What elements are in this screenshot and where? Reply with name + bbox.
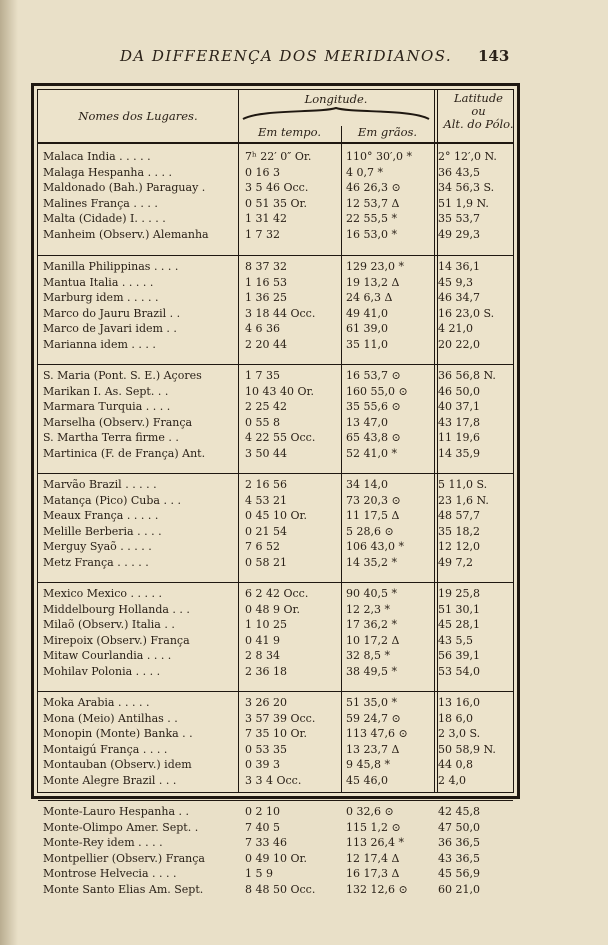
- running-title: DA DIFFERENÇA DOS MERIDIANOS.: [120, 47, 453, 65]
- longitude-time-cell: 7 35 10 Or.: [245, 727, 308, 740]
- longitude-degrees-cell: 110° 30′,0 *: [346, 150, 412, 163]
- place-name-cell: S. Martha Terra firme . .: [43, 431, 179, 444]
- longitude-time-cell: 0 41 9: [245, 633, 280, 647]
- longitude-time-cell: 1 16 53: [245, 275, 287, 289]
- header-time: Em tempo.: [257, 125, 322, 139]
- longitude-degrees-cell: 12 17,4 Δ: [346, 851, 400, 865]
- longitude-degrees-cell: 14 35,2 *: [346, 555, 397, 569]
- latitude-cell: 45 28,1: [438, 618, 480, 631]
- longitude-time-cell: 2 25 42: [245, 400, 287, 413]
- longitude-degrees-cell: 22 55,5 *: [346, 212, 397, 225]
- latitude-cell: 4 21,0: [438, 322, 473, 335]
- row-group: [38, 255, 513, 355]
- longitude-degrees-cell: 129 23,0 *: [346, 260, 404, 273]
- longitude-time-cell: 0 53 35: [245, 742, 287, 756]
- table-row: [38, 430, 513, 446]
- latitude-cell: 13 16,0: [438, 696, 480, 709]
- longitude-degrees-cell: 115 1,2 ⊙: [346, 820, 401, 834]
- table-body: [38, 144, 513, 896]
- longitude-degrees-cell: 19 13,2 Δ: [346, 275, 400, 289]
- table-row: [38, 384, 513, 400]
- longitude-degrees-cell: 46 26,3 ⊙: [346, 181, 401, 194]
- latitude-cell: 43 5,5: [438, 633, 473, 647]
- latitude-cell: 11 19,6: [438, 431, 480, 444]
- latitude-cell: 50 58,9 N.: [438, 742, 496, 756]
- latitude-cell: 40 37,1: [438, 400, 480, 413]
- latitude-cell: 16 23,0 S.: [438, 306, 495, 320]
- latitude-cell: 23 1,6 N.: [438, 493, 489, 507]
- latitude-cell: 14 35,9: [438, 446, 480, 460]
- latitude-cell: 51 30,1: [438, 602, 480, 616]
- place-name-cell: Metz França . . . . .: [43, 555, 149, 569]
- place-name-cell: Mirepoix (Observ.) França: [43, 633, 190, 647]
- longitude-degrees-cell: 45 46,0: [346, 773, 388, 787]
- longitude-degrees-cell: 24 6,3 Δ: [346, 291, 393, 304]
- place-name-cell: Matança (Pico) Cuba . . .: [43, 493, 181, 507]
- place-name-cell: Merguy Syaõ . . . . .: [43, 540, 152, 553]
- latitude-cell: 14 36,1: [438, 260, 480, 273]
- table-row: [38, 477, 513, 493]
- longitude-degrees-cell: 17 36,2 *: [346, 618, 397, 631]
- longitude-time-cell: 4 6 36: [245, 322, 280, 335]
- longitude-time-cell: 1 5 9: [245, 867, 273, 880]
- place-name-cell: Mohilav Polonia . . . .: [43, 664, 161, 678]
- table-row: [38, 742, 513, 758]
- longitude-time-cell: 0 2 10: [245, 805, 280, 818]
- place-name-cell: Marvão Brazil . . . . .: [43, 478, 157, 491]
- table-row: [38, 180, 513, 196]
- table-header: [38, 90, 513, 144]
- header-longitude: Longitude.: [304, 92, 368, 106]
- longitude-time-cell: 3 26 20: [245, 696, 287, 709]
- table-row: [38, 196, 513, 212]
- longitude-time-cell: 7 33 46: [245, 836, 287, 849]
- table-row: [38, 321, 513, 337]
- latitude-cell: 45 9,3: [438, 275, 473, 289]
- place-name-cell: Middelbourg Hollanda . . .: [43, 602, 190, 616]
- place-name-cell: Mona (Meio) Antilhas . .: [43, 711, 178, 725]
- longitude-time-cell: 2 36 18: [245, 664, 287, 678]
- table-row: [38, 508, 513, 524]
- table-row: [38, 757, 513, 773]
- longitude-degrees-cell: 4 0,7 *: [346, 165, 383, 179]
- longitude-degrees-cell: 132 12,6 ⊙: [346, 882, 408, 896]
- longitude-time-cell: 7 40 5: [245, 820, 280, 834]
- longitude-degrees-cell: 5 28,6 ⊙: [346, 524, 394, 538]
- longitude-time-cell: 1 10 25: [245, 618, 287, 631]
- table-row: [38, 695, 513, 711]
- latitude-cell: 60 21,0: [438, 882, 480, 896]
- longitude-degrees-cell: 61 39,0: [346, 322, 388, 335]
- latitude-cell: 46 34,7: [438, 291, 480, 304]
- latitude-cell: 2° 12′,0 N.: [438, 150, 497, 163]
- longitude-degrees-cell: 13 47,0: [346, 415, 388, 429]
- place-name-cell: Montpellier (Observ.) França: [43, 851, 205, 865]
- latitude-cell: 43 36,5: [438, 851, 480, 865]
- longitude-degrees-cell: 38 49,5 *: [346, 664, 397, 678]
- latitude-cell: 12 12,0: [438, 540, 480, 553]
- longitude-degrees-cell: 0 32,6 ⊙: [346, 805, 394, 818]
- place-name-cell: Monopin (Monte) Banka . .: [43, 727, 193, 740]
- table-row: [38, 586, 513, 602]
- place-name-cell: Manheim (Observ.) Alemanha: [43, 227, 209, 241]
- table-row: [38, 227, 513, 243]
- table-row: [38, 820, 513, 836]
- longitude-degrees-cell: 52 41,0 *: [346, 446, 397, 460]
- latitude-cell: 51 1,9 N.: [438, 196, 489, 210]
- header-degrees: Em grãos.: [357, 125, 418, 139]
- longitude-time-cell: 3 18 44 Occ.: [245, 306, 316, 320]
- page-number: 143: [478, 47, 510, 65]
- table-row: [38, 835, 513, 851]
- longitude-degrees-cell: 32 8,5 *: [346, 649, 390, 662]
- table-row: [38, 648, 513, 664]
- place-name-cell: Maldonado (Bah.) Paraguay .: [43, 181, 206, 194]
- longitude-degrees-cell: 13 23,7 Δ: [346, 742, 400, 756]
- latitude-cell: 46 50,0: [438, 384, 480, 398]
- table-row: [38, 555, 513, 571]
- latitude-cell: 35 18,2: [438, 524, 480, 538]
- meridian-table: [31, 83, 520, 896]
- row-group: [38, 473, 513, 573]
- table-row: [38, 524, 513, 540]
- latitude-cell: 35 53,7: [438, 212, 480, 225]
- longitude-time-cell: 1 7 32: [245, 227, 280, 241]
- latitude-cell: 44 0,8: [438, 758, 473, 771]
- table-row: [38, 149, 513, 165]
- longitude-degrees-cell: 34 14,0: [346, 478, 388, 491]
- header-latitude-1: Latitude: [454, 91, 503, 105]
- place-name-cell: Monte-Lauro Hespanha . .: [43, 805, 190, 818]
- table-row: [38, 446, 513, 462]
- table-row: [38, 211, 513, 227]
- place-name-cell: Mantua Italia . . . . .: [43, 275, 154, 289]
- longitude-time-cell: 7 6 52: [245, 540, 280, 553]
- latitude-cell: 36 56,8 N.: [438, 369, 496, 382]
- longitude-time-cell: 0 45 10 Or.: [245, 509, 308, 522]
- table-row: [38, 882, 513, 898]
- latitude-cell: 49 29,3: [438, 227, 480, 241]
- longitude-time-cell: 2 8 34: [245, 649, 280, 662]
- table-row: [38, 275, 513, 291]
- table-row: [38, 337, 513, 353]
- longitude-degrees-cell: 10 17,2 Δ: [346, 633, 400, 647]
- place-name-cell: Malines França . . . .: [43, 196, 158, 210]
- longitude-time-cell: 2 16 56: [245, 478, 287, 491]
- longitude-time-cell: 0 51 35 Or.: [245, 196, 308, 210]
- longitude-time-cell: 4 22 55 Occ.: [245, 431, 316, 444]
- longitude-time-cell: 3 3 4 Occ.: [245, 773, 302, 787]
- place-name-cell: Malta (Cidade) I. . . . .: [43, 212, 166, 225]
- table-row: [38, 773, 513, 789]
- place-name-cell: Marburg idem . . . . .: [43, 291, 159, 304]
- place-name-cell: Marselha (Observ.) França: [43, 415, 193, 429]
- longitude-degrees-cell: 12 53,7 Δ: [346, 196, 400, 210]
- latitude-cell: 42 45,8: [438, 805, 480, 818]
- longitude-time-cell: 0 58 21: [245, 555, 287, 569]
- place-name-cell: Montrose Helvecia . . . .: [43, 867, 177, 880]
- row-group: [38, 364, 513, 464]
- latitude-cell: 43 17,8: [438, 415, 480, 429]
- longitude-time-cell: 1 36 25: [245, 291, 287, 304]
- latitude-cell: 49 7,2: [438, 555, 473, 569]
- latitude-cell: 47 50,0: [438, 820, 480, 834]
- longitude-time-cell: 0 39 3: [245, 758, 280, 771]
- longitude-time-cell: 0 48 9 Or.: [245, 602, 301, 616]
- row-group: [38, 691, 513, 791]
- longitude-degrees-cell: 35 11,0: [346, 337, 388, 351]
- latitude-cell: 20 22,0: [438, 337, 480, 351]
- table-row: [38, 602, 513, 618]
- longitude-degrees-cell: 59 24,7 ⊙: [346, 711, 401, 725]
- table-row: [38, 306, 513, 322]
- place-name-cell: Marmara Turquia . . . .: [43, 400, 171, 413]
- table-row: [38, 493, 513, 509]
- place-name-cell: Montaigú França . . . .: [43, 742, 168, 756]
- longitude-time-cell: 1 31 42: [245, 212, 287, 225]
- table-row: [38, 804, 513, 820]
- longitude-time-cell: 0 21 54: [245, 524, 287, 538]
- longitude-degrees-cell: 106 43,0 *: [346, 540, 404, 553]
- longitude-time-cell: 3 5 46 Occ.: [245, 181, 309, 194]
- table-row: [38, 633, 513, 649]
- latitude-cell: 2 4,0: [438, 773, 466, 787]
- table-inner-border: [37, 89, 514, 896]
- table-row: [38, 368, 513, 384]
- header-place: Nomes dos Lugares.: [78, 109, 198, 123]
- longitude-degrees-cell: 16 17,3 Δ: [346, 867, 400, 880]
- longitude-degrees-cell: 49 41,0: [346, 306, 388, 320]
- longitude-degrees-cell: 160 55,0 ⊙: [346, 384, 408, 398]
- table-row: [38, 165, 513, 181]
- latitude-cell: 2 3,0 S.: [438, 727, 481, 740]
- table-row: [38, 664, 513, 680]
- table-row: [38, 866, 513, 882]
- table-row: [38, 726, 513, 742]
- place-name-cell: Marikan I. As. Sept. . .: [43, 384, 169, 398]
- longitude-time-cell: 2 20 44: [245, 337, 287, 351]
- latitude-cell: 36 36,5: [438, 836, 480, 849]
- place-name-cell: Marco do Jauru Brazil . .: [43, 306, 181, 320]
- place-name-cell: Martinica (F. de França) Ant.: [43, 446, 206, 460]
- place-name-cell: Mexico Mexico . . . . .: [43, 587, 163, 600]
- longitude-degrees-cell: 9 45,8 *: [346, 758, 390, 771]
- longitude-time-cell: 3 57 39 Occ.: [245, 711, 316, 725]
- longitude-time-cell: 8 48 50 Occ.: [245, 882, 316, 896]
- longitude-time-cell: 0 16 3: [245, 165, 280, 179]
- longitude-time-cell: 7ʰ 22′ 0″ Or.: [245, 150, 312, 163]
- longitude-degrees-cell: 51 35,0 *: [346, 696, 397, 709]
- longitude-time-cell: 0 55 8: [245, 415, 280, 429]
- longitude-degrees-cell: 113 47,6 ⊙: [346, 727, 408, 740]
- longitude-time-cell: 4 53 21: [245, 493, 287, 507]
- longitude-time-cell: 0 49 10 Or.: [245, 851, 308, 865]
- longitude-degrees-cell: 16 53,0 *: [346, 227, 397, 241]
- place-name-cell: Milaõ (Observ.) Italia . .: [43, 618, 175, 631]
- table-row: [38, 617, 513, 633]
- place-name-cell: S. Maria (Pont. S. E.) Açores: [43, 369, 202, 382]
- place-name-cell: Malaga Hespanha . . . .: [43, 165, 173, 179]
- longitude-degrees-cell: 73 20,3 ⊙: [346, 493, 401, 507]
- longitude-degrees-cell: 90 40,5 *: [346, 587, 397, 600]
- longitude-degrees-cell: 113 26,4 *: [346, 836, 404, 849]
- latitude-cell: 56 39,1: [438, 649, 480, 662]
- row-group: [38, 800, 513, 900]
- table-row: [38, 399, 513, 415]
- latitude-cell: 18 6,0: [438, 711, 473, 725]
- longitude-time-cell: 8 37 32: [245, 260, 287, 273]
- running-head: [0, 47, 608, 71]
- place-name-cell: Marco de Javari idem . .: [43, 322, 177, 335]
- place-name-cell: Monte Alegre Brazil . . .: [43, 773, 177, 787]
- latitude-cell: 5 11,0 S.: [438, 478, 488, 491]
- place-name-cell: Monte Santo Elias Am. Sept.: [43, 882, 204, 896]
- place-name-cell: Meaux França . . . . .: [43, 509, 159, 522]
- latitude-cell: 48 57,7: [438, 509, 480, 522]
- table-row: [38, 539, 513, 555]
- latitude-cell: 34 56,3 S.: [438, 181, 495, 194]
- header-latitude-3: Alt. do Pólo.: [443, 117, 514, 131]
- place-name-cell: Mitaw Courlandia . . . .: [43, 649, 172, 662]
- longitude-degrees-cell: 65 43,8 ⊙: [346, 431, 401, 444]
- place-name-cell: Malaca India . . . . .: [43, 150, 151, 163]
- table-row: [38, 711, 513, 727]
- longitude-degrees-cell: 11 17,5 Δ: [346, 509, 400, 522]
- longitude-degrees-cell: 12 2,3 *: [346, 602, 390, 616]
- row-group: [38, 146, 513, 245]
- place-name-cell: Manilla Philippinas . . . .: [43, 260, 179, 273]
- page-gutter-shadow: [0, 0, 18, 945]
- longitude-degrees-cell: 16 53,7 ⊙: [346, 369, 401, 382]
- place-name-cell: Marianna idem . . . .: [43, 337, 156, 351]
- row-group: [38, 582, 513, 682]
- place-name-cell: Monte-Olimpo Amer. Sept. .: [43, 820, 199, 834]
- table-row: [38, 851, 513, 867]
- longitude-time-cell: 6 2 42 Occ.: [245, 587, 309, 600]
- place-name-cell: Melille Berberia . . . .: [43, 524, 162, 538]
- place-name-cell: Montauban (Observ.) idem: [43, 758, 192, 771]
- longitude-degrees-cell: 35 55,6 ⊙: [346, 400, 401, 413]
- latitude-cell: 45 56,9: [438, 867, 480, 880]
- latitude-cell: 19 25,8: [438, 587, 480, 600]
- table-row: [38, 415, 513, 431]
- header-latitude-2: ou: [471, 104, 486, 118]
- longitude-brace: [241, 107, 431, 121]
- longitude-time-cell: 1 7 35: [245, 369, 280, 382]
- place-name-cell: Monte-Rey idem . . . .: [43, 836, 163, 849]
- latitude-cell: 53 54,0: [438, 664, 480, 678]
- table-row: [38, 290, 513, 306]
- latitude-cell: 36 43,5: [438, 165, 480, 179]
- table-row: [38, 259, 513, 275]
- longitude-time-cell: 10 43 40 Or.: [245, 384, 315, 398]
- longitude-time-cell: 3 50 44: [245, 446, 287, 460]
- place-name-cell: Moka Arabia . . . . .: [43, 696, 150, 709]
